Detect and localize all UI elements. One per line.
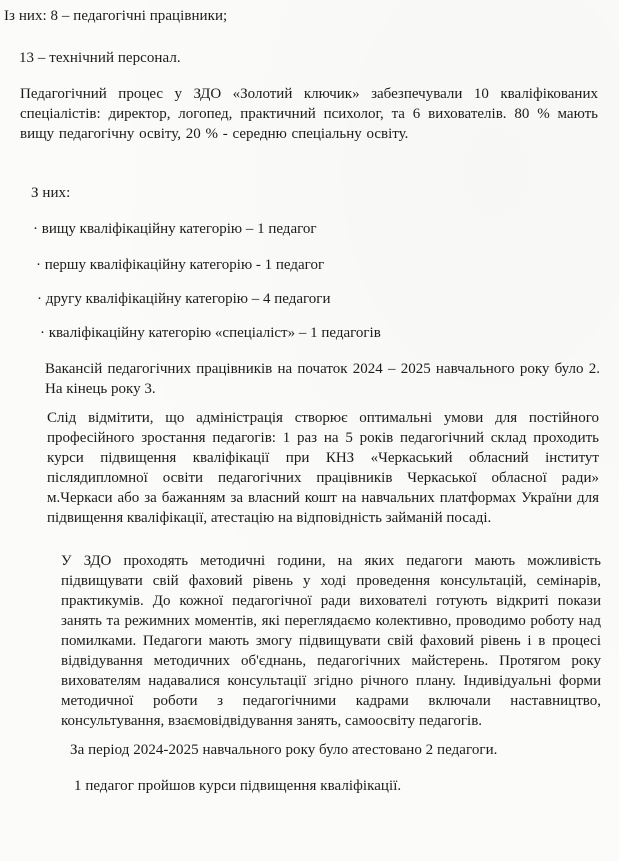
- attested-line: За період 2024-2025 навчального року було атестовано 2 педагоги.: [70, 742, 498, 758]
- of-them-label: З них:: [31, 185, 71, 201]
- staff-pedagogical-line: Із них: 8 – педагогічні працівники;: [4, 8, 228, 24]
- staff-technical-line: 13 – технічний персонал.: [19, 50, 181, 66]
- courses-line: 1 педагог пройшов курси підвищення кваліфікації.: [74, 778, 402, 794]
- paragraph-pedagogical-process: Педагогічний процес у ЗДО «Золотий ключик» забезпечували 10 кваліфікованих спеціалістів: директор, логопед, практичний психолог, та 6 вихователів. 80 % мають вищу педагогічну освіту, 20 % - середню спеціальну освіту.: [20, 86, 598, 142]
- category-item-highest: · вищу кваліфікаційну категорію – 1 педагог: [33, 221, 317, 237]
- paragraph-methodical-work: У ЗДО проходять методичні години, на яких педагоги мають можливість підвищувати свій фаховий рівень у ході проведення консультацій, семінарів, практикумів. До кожної педагогічної ради вихователі готують відкриті покази занять та режимних моментів, які переглядаємо колективно, проводимо роботу над помилками. Педагоги мають змогу підвищувати свій фаховий рівень і в процесі відвідування методичних об'єднань, педагогічних майстерень. Протягом року вихователям надавалися консультації згідно річного плану. Індивідуальні форми методичної роботи з педагогічними кадрами включали наставництво, консультування, взаємовідвідування занять, самоосвіту педагогів.: [61, 553, 601, 729]
- paragraph-professional-development: Слід відмітити, що адміністрація створює оптимальні умови для постійного професійного зростання педагогів: 1 раз на 5 років педагогічний склад проходить курси підвищення кваліфікації при КНЗ «Черкаський обласний інститут післядипломної освіти педагогічних працівників Черкаської обласної ради» м.Черкаси або за бажанням за власний кошт на навчальних платформах України для підвищення кваліфікації, атестацію на відповідність займаній посаді.: [47, 410, 599, 526]
- category-item-second: · другу кваліфікаційну категорію – 4 педагоги: [37, 291, 331, 307]
- category-item-specialist: · кваліфікаційну категорію «спеціаліст» – 1 педагогів: [40, 325, 381, 341]
- paragraph-vacancies: Вакансій педагогічних працівників на початок 2024 – 2025 навчального року було 2. На кінець року 3.: [45, 361, 600, 397]
- category-item-first: · першу кваліфікаційну категорію - 1 педагог: [36, 257, 325, 273]
